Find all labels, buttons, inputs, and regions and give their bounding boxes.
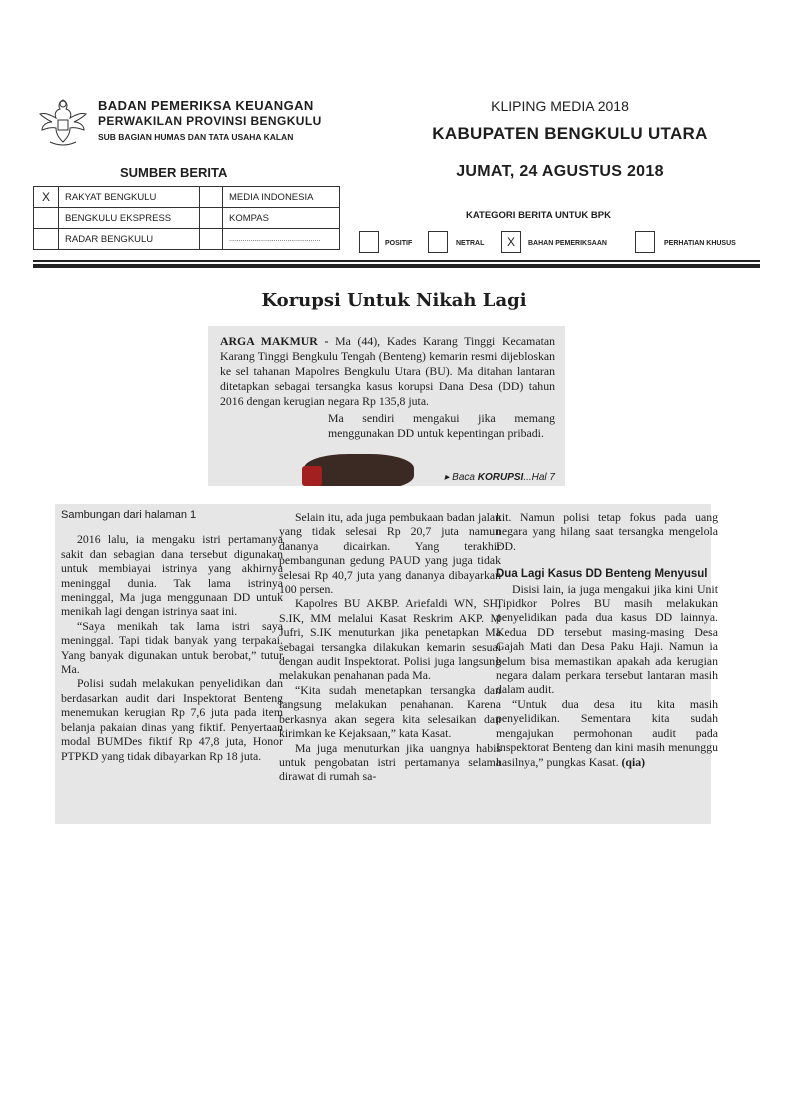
garuda-emblem-icon [34, 92, 92, 152]
category-label: POSITIF [385, 240, 413, 247]
source-mark [200, 208, 223, 229]
article-column-1 [61, 504, 283, 763]
source-row [34, 208, 340, 229]
paragraph: “Saya menikah tak lama istri saya meninggal. Tapi tidak banyak yang terpakai. Yang banyak digunakan untuk berobat,” tutur Ma. [61, 618, 283, 677]
baca-page: ...Hal 7 [523, 472, 555, 483]
article-headline: Korupsi Untuk Nikah Lagi [261, 290, 527, 311]
source-mark [34, 208, 59, 229]
sources-title: SUMBER BERITA [120, 165, 228, 180]
paragraph: Polisi sudah melakukan penyelidikan dan berdasarkan audit dari Inspektorat Benteng menemukan kerugian Rp 7,6 juta pada item belanja pakaian dinas yang fiktif. Penyertaan modal BUMDes fiktif Rp 47,8 juta, Honor PTPKD yang tidak dibayarkan Rp 18 juta. [61, 676, 283, 763]
article-subheading: Dua Lagi Kasus DD Benteng Menyusul [496, 568, 708, 581]
category-checkbox-bahan-pemeriksaan: X [501, 231, 521, 253]
paragraph: Selain itu, ada juga pembukaan badan jalan yang tidak selesai Rp 20,7 juta namun dananya dicairkan. Yang terakhir pembangunan gedung PAUD yang juga tidak selesai Rp 40,7 juta yang dananya dibayarkan 100 persen. [279, 510, 501, 597]
lead-paragraph [208, 326, 565, 409]
source-label: RADAR BENGKULU [59, 229, 200, 250]
source-label: BENGKULU EKSPRESS [59, 208, 200, 229]
org-subdivision: SUB BAGIAN HUMAS DAN TATA USAHA KALAN [98, 132, 294, 142]
paragraph-text: “Untuk dua desa itu kita masih penyelidikan. Sementara kita sudah mengajukan permohonan audit pada Inspektorat Benteng dan kini masih menunggu hasilnya,” pungkas Kasat. [496, 696, 718, 769]
continuation-clipping [55, 504, 718, 824]
category-title: KATEGORI BERITA UNTUK BPK [466, 210, 611, 221]
source-mark [200, 229, 223, 250]
kliping-title: KLIPING MEDIA 2018 [491, 98, 629, 114]
source-mark [34, 229, 59, 250]
paragraph: Disisi lain, ia juga mengakui jika kini Unit Tipidkor Polres BU masih melakukan penyelidikan pada dua kasus DD lainnya. Kedua DD tersebut masing-masing Desa Gajah Mati dan Desa Paku Haji. Namun ia belum bisa memastikan apakah ada kerugian negara dalam perkara tersebut lantaran masih dalam audit. [496, 581, 718, 697]
paragraph: Ma juga menuturkan jika uangnya habis untuk pengobatan istri pertamanya selama dirawat di rumah sa- [279, 740, 501, 784]
lead-paragraph-2: Ma sendiri mengakui jika memang menggunakan DD untuk kepentingan pribadi. [328, 411, 555, 440]
lead-clipping [208, 326, 565, 486]
header-divider [33, 264, 760, 268]
category-label: NETRAL [456, 240, 485, 247]
category-label: BAHAN PEMERIKSAAN [528, 240, 607, 247]
continued-reference: ▸ Baca KORUPSI...Hal 7 [444, 472, 555, 483]
region-title: KABUPATEN BENGKULU UTARA [432, 124, 708, 143]
paragraph: Kapolres BU AKBP. Ariefaldi WN, SH, S.IK, MM melalui Kasat Reskrim AKP. M Jufri, S.IK menuturkan jika penetapkan Ma sebagai tersangka dilakukan kemarin sesuai dengan audit Inspektorat. Polisi juga langsung melakukan penahanan pada Ma. [279, 596, 501, 683]
header-divider [33, 260, 760, 262]
org-name: BADAN PEMERIKSA KEUANGAN [98, 98, 314, 113]
paragraph [496, 697, 718, 769]
lead-text: Ma (44), Kades Karang Tinggi Kecamatan Karang Tinggi Bengkulu Tengah (Benteng) kemarin resmi dijebloskan ke sel tahanan Mapolres Bengkulu Utara (BU). Ma ditahan lantaran ditetapkan sebagai tersangka kasus korupsi Dana Desa (DD) tahun 2016 dengan kerugian negara Rp 135,8 juta. [220, 334, 555, 408]
paragraph: kit. Namun polisi tetap fokus pada uang negara yang hilang saat tersangka mengelola DD. [496, 510, 718, 553]
category-label: PERHATIAN KHUSUS [664, 240, 736, 247]
sources-table [33, 186, 340, 250]
paragraph: 2016 lalu, ia mengaku istri pertamanya sakit dan sebagian dana tersebut digunakan untuk membiayai istrinya yang akhirnya meninggal dunia. Tak lama istrinya meninggal, Ma juga menggunaan DD untuk menikah lagi dengan istrinya saat ini. [61, 532, 283, 619]
source-mark: X [34, 187, 59, 208]
source-row [34, 229, 340, 250]
category-checkbox-perhatian-khusus [635, 231, 655, 253]
category-checkbox-netral [428, 231, 448, 253]
paragraph: “Kita sudah menetapkan tersangka dan langsung melakukan penahanan. Karena berkasnya akan segera kita selesaikan dan kirimkan ke Kejaksaan,” kata Kasat. [279, 682, 501, 741]
category-checkbox-positif [359, 231, 379, 253]
lead-dateline: ARGA MAKMUR - [220, 334, 329, 348]
baca-keyword: KORUPSI [477, 472, 524, 483]
source-label: ............................................... [223, 229, 340, 250]
baca-prefix: Baca [452, 472, 478, 483]
photo-fragment [302, 466, 322, 486]
source-label: KOMPAS [223, 208, 340, 229]
date-title: JUMAT, 24 AGUSTUS 2018 [456, 163, 664, 180]
source-label: RAKYAT BENGKULU [59, 187, 200, 208]
article-column-3 [496, 504, 718, 769]
article-column-2 [279, 504, 501, 784]
source-row [34, 187, 340, 208]
source-label: MEDIA INDONESIA [223, 187, 340, 208]
source-mark [200, 187, 223, 208]
author-signoff: (qia) [621, 754, 646, 769]
org-branch: PERWAKILAN PROVINSI BENGKULU [98, 114, 322, 128]
continued-label: Sambungan dari halaman 1 [61, 509, 197, 521]
